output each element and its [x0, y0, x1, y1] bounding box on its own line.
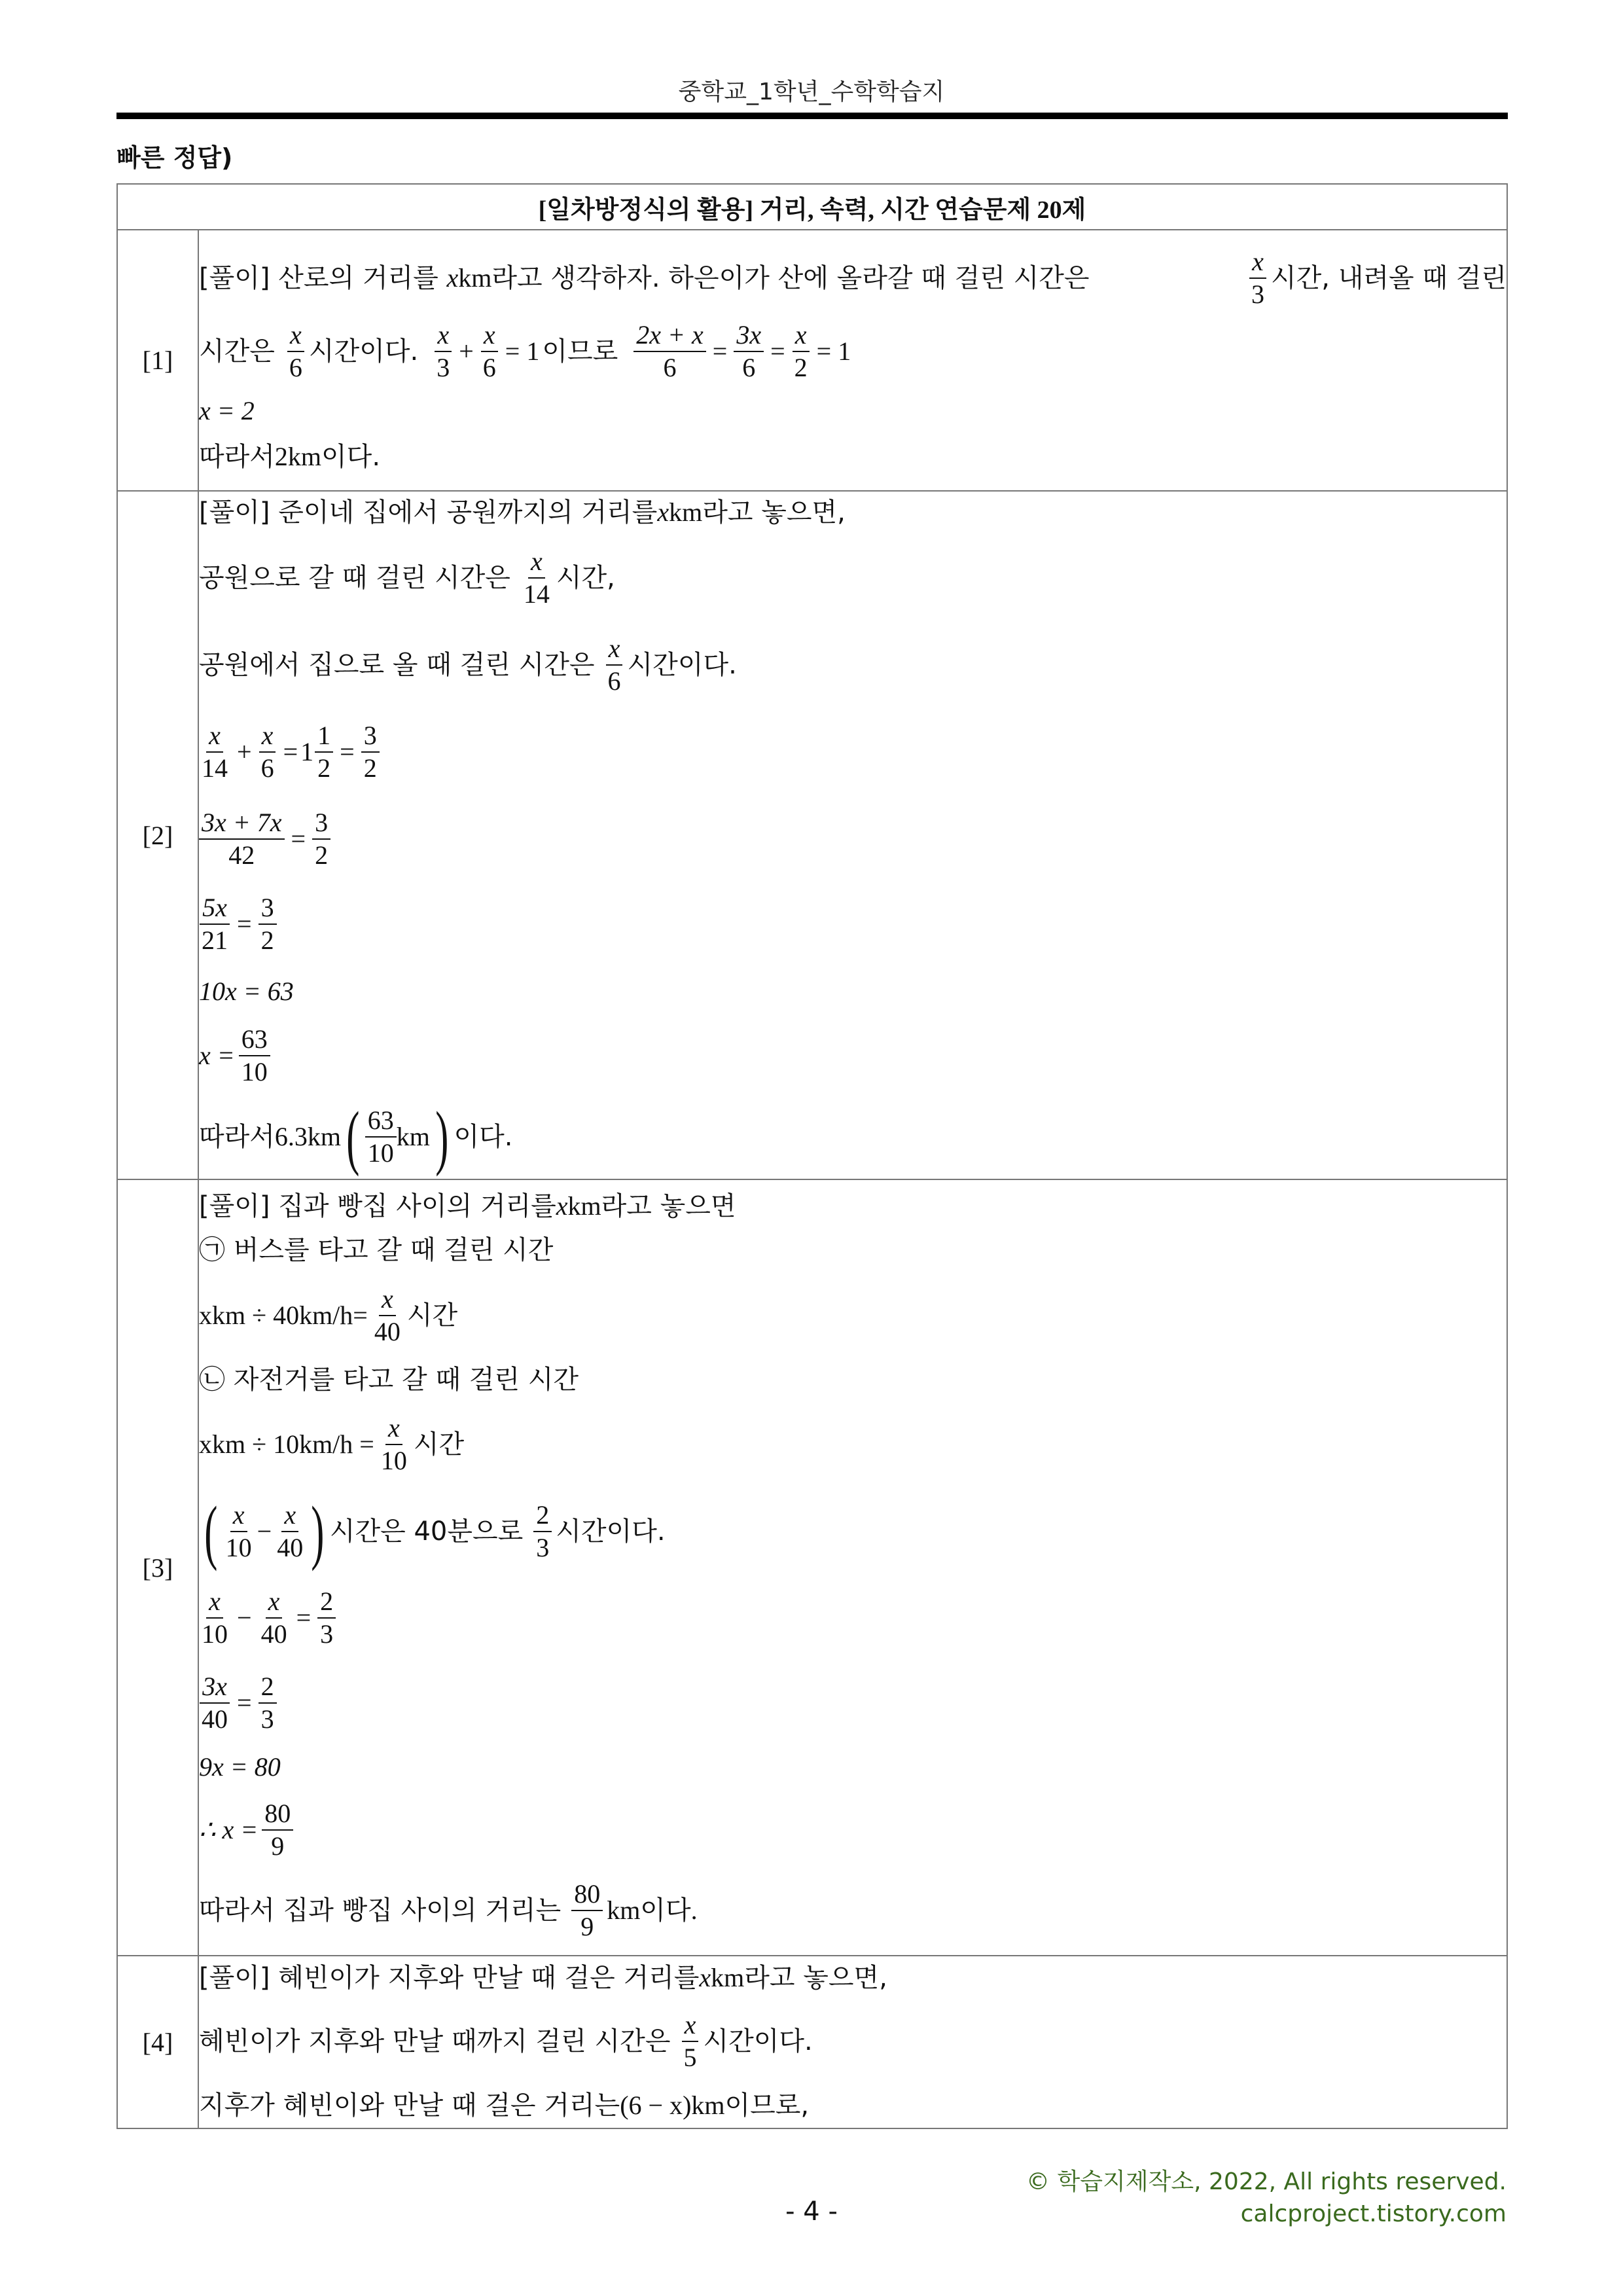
fraction [262, 1799, 293, 1861]
text: 시간 [406, 1300, 458, 1331]
denominator: 6 [482, 352, 496, 382]
equation: xkm ÷ 40km/h= [199, 1300, 368, 1330]
fraction [199, 1587, 230, 1649]
text: 라고 생각하자. 하은이가 산에 올라갈 때 걸린 시간은 [491, 262, 1090, 293]
quick-answer-label: 빠른 정답) [116, 143, 233, 172]
fraction [605, 634, 624, 696]
operator: = [296, 1603, 312, 1632]
denominator: 14 [523, 579, 550, 609]
solution-line [199, 1871, 1507, 1950]
problem-number-4: [4] [117, 1956, 198, 2128]
solution-line [199, 1957, 1507, 1999]
fraction [378, 1414, 410, 1475]
solution-line [199, 1016, 1507, 1095]
text: 따라서 [199, 1122, 275, 1152]
right-paren: ) [435, 1097, 449, 1177]
text: 이다. [321, 441, 381, 472]
problem-number-3: [3] [117, 1179, 198, 1956]
unit: km [396, 1122, 430, 1151]
text: 시간은 40분으로 [329, 1516, 524, 1547]
denominator: 3 [1251, 279, 1265, 309]
text: 지후가 혜빈이와 만날 때 걸은 거리는 [199, 2090, 620, 2121]
fraction [199, 721, 230, 783]
fraction [681, 2011, 699, 2072]
denominator: 3 [437, 352, 450, 382]
denominator: 10 [380, 1446, 407, 1475]
numerator: x [682, 2011, 699, 2042]
numerator: x [606, 634, 623, 666]
numerator: x [206, 1587, 223, 1619]
footer-url: calcproject.tistory.com [1240, 2200, 1507, 2227]
operator: − [237, 1603, 252, 1632]
fraction [434, 321, 452, 382]
operator: = [237, 909, 252, 939]
fraction [259, 1672, 277, 1734]
text: km이다. [607, 1895, 698, 1925]
problem-solution-4 [198, 1956, 1507, 2128]
unit: km [669, 497, 703, 527]
numerator: 2 [317, 1587, 336, 1619]
solution-line [199, 1227, 1507, 1273]
text: 공원에서 집으로 올 때 걸린 시간은 [199, 650, 595, 680]
problem-row-2 [117, 491, 1507, 1179]
page-header-title: 중학교_1학년_수학학습지 [678, 79, 945, 105]
numerator: x [1249, 247, 1266, 279]
solution-line [199, 967, 1507, 1016]
page-number: - 4 - [785, 2197, 838, 2227]
fraction [571, 1880, 603, 1941]
numerator: 5x [200, 893, 230, 925]
text: [풀이] 산로의 거리를 [199, 262, 447, 293]
fraction [199, 1672, 230, 1734]
denominator: 9 [271, 1831, 285, 1861]
denominator: 10 [225, 1533, 252, 1562]
denominator: 40 [202, 1704, 228, 1734]
fraction [480, 321, 499, 382]
denominator: 2 [260, 925, 274, 955]
denominator: 9 [580, 1912, 594, 1941]
solution-line [199, 622, 1507, 708]
equation: 10x = 63 [199, 977, 294, 1006]
numerator: 63 [239, 1025, 270, 1056]
text: 따라서 집과 빵집 사이의 거리는 [199, 1895, 562, 1926]
problem-row-4 [117, 1956, 1507, 2128]
problem-row-1 [117, 230, 1507, 491]
operator: = [712, 336, 728, 366]
numerator: x [266, 1587, 283, 1619]
denominator: 2 [317, 753, 331, 783]
left-paren: ( [204, 1492, 218, 1571]
solution-line [199, 1095, 1507, 1179]
operator: = [283, 737, 298, 766]
solution-line [199, 1660, 1507, 1746]
fraction [633, 321, 706, 382]
denominator: 2 [363, 753, 377, 783]
mixed-whole: 1 [300, 737, 314, 766]
solution-line [199, 492, 1507, 533]
solution-line [199, 1358, 1507, 1401]
denominator: 2 [315, 840, 329, 870]
table-title-row [117, 184, 1507, 230]
denominator: 6 [607, 666, 621, 696]
text: 따라서 [199, 441, 275, 472]
solution-line [199, 242, 1507, 315]
solution-line [199, 1488, 1507, 1575]
text: 시간이다. [627, 650, 737, 680]
fraction [734, 321, 764, 382]
text: 시간이다. [703, 2026, 813, 2056]
solution-line [199, 1789, 1507, 1871]
numerator: 80 [571, 1880, 603, 1911]
operator: = [770, 336, 785, 366]
solution-line [199, 315, 1507, 388]
text: 시간이다. [308, 336, 419, 367]
numerator: x [481, 321, 498, 352]
fraction [792, 321, 810, 382]
text: [풀이] 집과 빵집 사이의 거리를 [199, 1191, 556, 1221]
numerator: 2x + x [633, 321, 706, 352]
text: 라고 놓으면 [601, 1191, 736, 1221]
math-var: x [657, 497, 669, 527]
operator: = [237, 1688, 252, 1717]
fraction [312, 808, 330, 870]
math-var: x [446, 262, 459, 293]
problem-number-1: [1] [117, 230, 198, 491]
fraction [317, 1587, 336, 1649]
operator: = [340, 737, 355, 766]
denominator: 3 [260, 1704, 274, 1734]
numerator: x [281, 1501, 298, 1532]
equation: x = 2 [199, 395, 255, 425]
fraction [199, 808, 285, 870]
solution-line [199, 1746, 1507, 1789]
operator: = 1 [816, 336, 851, 366]
numerator: 3 [259, 893, 277, 925]
numerator: 2 [533, 1501, 552, 1532]
fraction [259, 1587, 290, 1649]
text: ㉠ 버스를 타고 갈 때 걸린 시간 [199, 1235, 554, 1265]
denominator: 42 [228, 840, 255, 870]
denominator: 10 [241, 1057, 268, 1086]
text: 이므로, [724, 2090, 810, 2121]
unit: km [711, 1963, 745, 1992]
numerator: x [230, 1501, 247, 1532]
numerator: x [206, 721, 223, 753]
denominator: 3 [320, 1619, 334, 1649]
text: 시간, 내려올 때 걸린 [1271, 262, 1507, 293]
denominator: 10 [202, 1619, 228, 1649]
denominator: 3 [536, 1533, 550, 1562]
numerator: x [385, 1414, 402, 1445]
equation: (6 − x)km [620, 2090, 725, 2120]
equation: xkm ÷ 10km/h = [199, 1429, 374, 1459]
equation: 9x = 80 [199, 1752, 281, 1782]
denominator: 6 [742, 352, 756, 382]
text: 이다. [454, 1122, 513, 1152]
math-var: x [699, 1963, 711, 1992]
numerator: 80 [262, 1799, 293, 1831]
answer-value: 6.3km [274, 1122, 342, 1151]
solution-line [199, 533, 1507, 622]
text: 라고 놓으면, [702, 497, 846, 528]
denominator: 14 [202, 753, 228, 783]
numerator: x [379, 1285, 396, 1316]
unit: km [567, 1191, 601, 1221]
numerator: x [259, 721, 276, 753]
fraction [274, 1501, 306, 1562]
problem-solution-3 [198, 1179, 1507, 1956]
solution-line [199, 1273, 1507, 1358]
header-rule [116, 113, 1508, 119]
answer-value: 2km [274, 441, 322, 471]
text: 공원으로 갈 때 걸린 시간은 [199, 563, 510, 593]
numerator: 3x [200, 1672, 230, 1704]
text: 라고 놓으면, [744, 1963, 887, 1993]
fraction [1249, 247, 1267, 309]
operator: = 1 [505, 336, 540, 366]
fraction [521, 547, 552, 609]
solution-line [199, 1575, 1507, 1660]
equation: ∴ x = [199, 1815, 259, 1844]
solution-line [199, 2084, 1507, 2127]
denominator: 2 [794, 352, 808, 382]
numerator: 1 [315, 721, 333, 753]
solution-line [199, 882, 1507, 967]
numerator: x [793, 321, 810, 352]
right-paren: ) [311, 1492, 325, 1571]
problem-number-2: [2] [117, 491, 198, 1179]
unit: km [458, 262, 492, 293]
text: [풀이] 혜빈이가 지후와 만날 때 걸은 거리를 [199, 1963, 700, 1993]
text: [풀이] 준이네 집에서 공원까지의 거리를 [199, 497, 658, 528]
fraction [287, 321, 305, 382]
solution-line [199, 1999, 1507, 2084]
numerator: 3 [361, 721, 380, 753]
numerator: 2 [259, 1672, 277, 1704]
operator: + [459, 336, 474, 366]
text-span [199, 262, 1090, 294]
footer-copyright: © 학습지제작소, 2022, All rights reserved. [1026, 2168, 1507, 2195]
denominator: 6 [289, 352, 302, 382]
answers-table [116, 183, 1508, 2129]
solution-line [199, 1185, 1507, 1227]
denominator: 10 [367, 1138, 394, 1168]
numerator: 3x + 7x [199, 808, 285, 840]
problem-solution-2 [198, 491, 1507, 1179]
fraction [361, 721, 380, 783]
operator: − [257, 1516, 272, 1546]
numerator: 3x [734, 321, 764, 352]
left-paren: ( [346, 1097, 360, 1177]
fraction [315, 721, 333, 783]
solution-line [199, 797, 1507, 882]
fraction [533, 1501, 552, 1562]
problem-solution-1 [198, 230, 1507, 491]
fraction [199, 893, 230, 955]
fraction [239, 1025, 270, 1086]
text: 시간, [556, 563, 615, 593]
operator: = [291, 824, 306, 853]
operator: + [237, 737, 252, 766]
numerator: x [287, 321, 304, 352]
fraction [365, 1106, 397, 1168]
denominator: 6 [260, 753, 274, 783]
equation: x = [199, 1041, 235, 1070]
denominator: 40 [277, 1533, 304, 1562]
numerator: 3 [312, 808, 330, 840]
numerator: 63 [365, 1106, 397, 1138]
text: 이므로 [542, 336, 618, 367]
denominator: 5 [683, 2043, 697, 2072]
math-var: x [556, 1191, 568, 1221]
fraction [223, 1501, 255, 1562]
table-title: [일차방정식의 활용] 거리, 속력, 시간 연습문제 20제 [117, 184, 1507, 230]
text-span [1245, 247, 1507, 309]
numerator: x [435, 321, 452, 352]
text: ㉡ 자전거를 타고 갈 때 걸린 시간 [199, 1365, 579, 1395]
fraction [259, 721, 277, 783]
solution-line [199, 708, 1507, 797]
text: 시간은 [199, 336, 275, 367]
solution-line [199, 388, 1507, 434]
numerator: x [528, 547, 545, 579]
denominator: 40 [260, 1619, 287, 1649]
solution-line [199, 434, 1507, 480]
denominator: 6 [663, 352, 677, 382]
text: 혜빈이가 지후와 만날 때까지 걸린 시간은 [199, 2026, 671, 2056]
denominator: 40 [374, 1317, 401, 1346]
denominator: 21 [202, 925, 228, 955]
fraction [259, 893, 277, 955]
text: 시간이다. [556, 1516, 666, 1547]
solution-line [199, 1401, 1507, 1488]
text: 시간 [413, 1429, 465, 1460]
fraction [372, 1285, 403, 1346]
problem-row-3 [117, 1179, 1507, 1956]
